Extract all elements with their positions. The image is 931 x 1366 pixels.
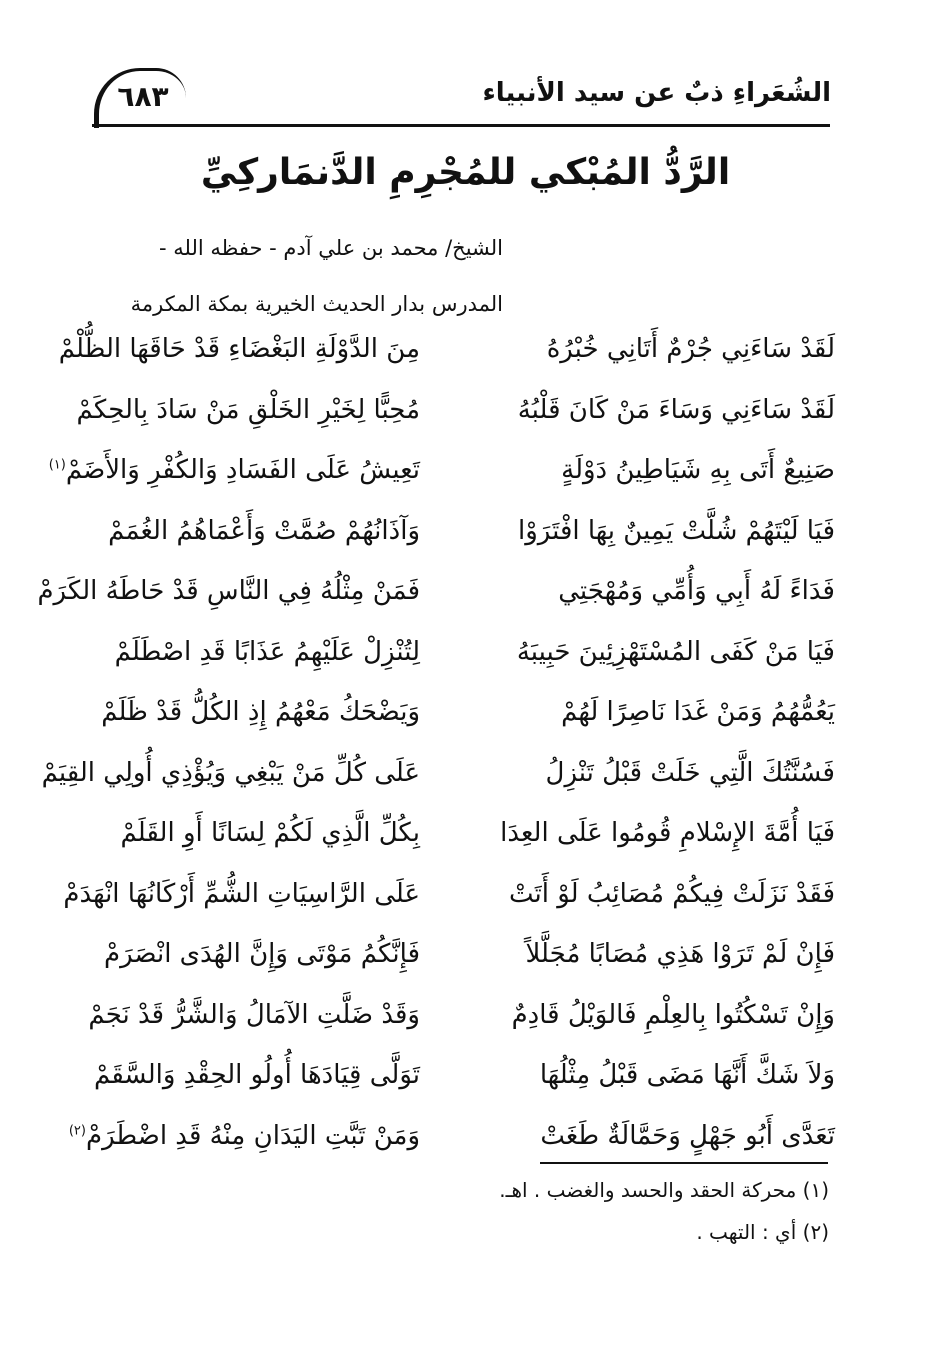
footnote-1: (١) محركة الحقد والحسد والغضب . اهـ. <box>499 1178 829 1202</box>
verse-line <box>76 394 835 451</box>
verse-first-hemistich: فَيَا مَنْ كَفَى المُسْتَهْزِئِينَ حَبِيبَهُ <box>516 636 835 667</box>
verse-line <box>90 1060 835 1116</box>
footnote-rule <box>540 1162 828 1164</box>
verse-second-hemistich-text: فَمَنْ مِثْلُهُ فِي النَّاسِ قَدْ حَاطَهُ الكَرَمْ <box>37 576 420 606</box>
verse-second-hemistich-text: لِتُنْزِلْ عَلَيْهِمُ عَذَابًا قَدِ اصْطَلَمْ <box>114 636 420 667</box>
verse-second-hemistich-text: وَمَنْ تَبَّتِ اليَدَانِ مِنْهُ قَدِ اضْطَرَمْ <box>85 1120 420 1151</box>
verse-first-hemistich: وَلاَ شَكَّ أَنَّهَا مَضَى قَبْلُ مِثْلُهَا <box>539 1060 835 1090</box>
verse-line <box>48 455 835 511</box>
verse-line <box>90 1000 835 1056</box>
verse-line <box>37 576 835 632</box>
footnote-marker: (١) <box>48 457 66 473</box>
verse-first-hemistich: فَإِنْ لَمْ تَرَوْا هَذِي مُصَابًا مُجَلَّلاً <box>525 939 835 969</box>
verse-second-hemistich <box>68 1120 420 1151</box>
verse-second-hemistich <box>90 1060 420 1090</box>
verse-second-hemistich-text: وَآذَانُهُمْ صُمَّتْ وَأَعْمَاهُمُ الغُمَمْ <box>108 515 420 546</box>
verse-second-hemistich-text: تَوَلَّى قِيَادَهَا أُولُو الحِقْدِ وَالسَّقَمْ <box>94 1060 420 1090</box>
verse-first-hemistich: فَقَدْ نَزَلَتْ فِيكُمْ مُصَائِبُ لَوْ أَتَتْ <box>508 878 835 909</box>
verse-second-hemistich-text: تَعِيشُ عَلَى الفَسَادِ وَالكُفْرِ وَالأَضَمْ <box>65 455 420 485</box>
verse-line <box>68 1120 835 1177</box>
verse-second-hemistich <box>90 939 420 969</box>
verse-first-hemistich: وَإِنْ تَسْكُتُوا بِالعِلْمِ فَالوَيْلُ قَادِمٌ <box>511 999 835 1030</box>
verse-second-hemistich-text: عَلَى الرَّاسِيَاتِ الشُّمِّ أَرْكَانُهَا انْهَدَمْ <box>63 878 420 909</box>
verse-second-hemistich <box>48 455 420 485</box>
verse-second-hemistich-text: فَإِنَّكُمُ مَوْتَى وَإِنَّ الهُدَى انْصَرَمْ <box>103 939 420 969</box>
verse-second-hemistich <box>90 637 420 667</box>
verse-second-hemistich <box>90 516 420 546</box>
verse-line <box>90 939 835 995</box>
verse-first-hemistich: لَقَدْ سَاءَنِي جُرْمٌ أَتَانِي خُبْرُهُ <box>546 334 835 364</box>
verse-first-hemistich: صَنِيعٌ أَتَى بِهِ شَيَاطِينُ دَوْلَةٍ <box>561 455 835 485</box>
verse-second-hemistich <box>63 878 420 909</box>
running-title: الشُعَراءِ ذبٌ عن سيد الأنبياء <box>482 78 831 108</box>
verse-second-hemistich-text: مِنَ الدَّوْلَةِ البَغْضَاءِ قَدْ حَاقَهَا الظُّلْمْ <box>58 334 420 364</box>
poem-title: الرَّدُّ المُبْكي للمُجْرِمِ الدَّنمَاركِيِّ <box>200 152 731 193</box>
verse-second-hemistich <box>76 394 420 425</box>
verse-line <box>41 757 835 814</box>
verse-line <box>63 878 835 935</box>
verse-second-hemistich <box>90 697 420 727</box>
affiliation-line: المدرس بدار الحديث الخيرية بمكة المكرمة <box>130 292 503 316</box>
verse-line <box>90 516 835 572</box>
page-number: ٦٨٣ <box>117 80 169 113</box>
verse-first-hemistich: لَقَدْ سَاءَنِي وَسَاءَ مَنْ كَانَ قَلْبُهُ <box>517 394 835 425</box>
verse-line <box>90 637 835 693</box>
verse-second-hemistich-text: بِكُلِّ الَّذِي لَكُمْ لِسَانًا أَوِ القَلَمْ <box>120 818 420 848</box>
verse-second-hemistich <box>90 818 420 848</box>
footnote-marker: (٢) <box>68 1122 86 1138</box>
verse-first-hemistich: تَعَدَّى أَبُو جَهْلٍ وَحَمَّالَةٌ طَغَتْ <box>540 1120 835 1151</box>
verse-second-hemistich <box>90 1000 420 1030</box>
verse-first-hemistich: فَسُنَّتُكَ الَّتِي خَلَتْ قَبْلُ تَنْزِلُ <box>545 757 835 788</box>
verse-line <box>90 697 835 753</box>
verse-line <box>58 334 835 390</box>
verse-second-hemistich <box>41 757 420 788</box>
header-rule <box>92 124 830 127</box>
author-line: الشيخ/ محمد بن علي آدم - حفظه الله - <box>159 236 503 260</box>
verse-first-hemistich: يَعُمُّهُمُ وَمَنْ غَدَا نَاصِرًا لَهُمْ <box>561 697 835 727</box>
verse-second-hemistich-text: عَلَى كُلِّ مَنْ يَبْغِي وَيُؤْذِي أُولِي القِيَمْ <box>41 757 420 788</box>
verse-line <box>90 818 835 874</box>
verse-second-hemistich-text: مُحِبًّا لِخَيْرِ الخَلْقِ مَنْ سَادَ بِالحِكَمْ <box>76 394 420 425</box>
verse-second-hemistich-text: وَقَدْ ضَلَّتِ الآمَالُ وَالشَّرُّ قَدْ نَجَمْ <box>88 999 420 1030</box>
verse-second-hemistich-text: وَيَضْحَكُ مَعْهُمُ إِذِ الكُلُّ قَدْ ظَلَمْ <box>101 697 420 727</box>
verse-second-hemistich <box>58 334 420 364</box>
verse-first-hemistich: فَدَاءً لَهُ أَبِي وَأُمِّي وَمُهْجَتِي <box>558 576 835 606</box>
footnote-2: (٢) أي : التهب . <box>696 1220 829 1244</box>
verse-first-hemistich: فَيَا لَيْتَهُمْ شُلَّتْ يَمِينٌ بِهَا افْتَرَوْا <box>517 515 835 546</box>
verse-first-hemistich: فَيَا أُمَّةَ الإِسْلامِ قُومُوا عَلَى العِدَا <box>500 818 835 848</box>
verse-second-hemistich <box>37 576 420 606</box>
